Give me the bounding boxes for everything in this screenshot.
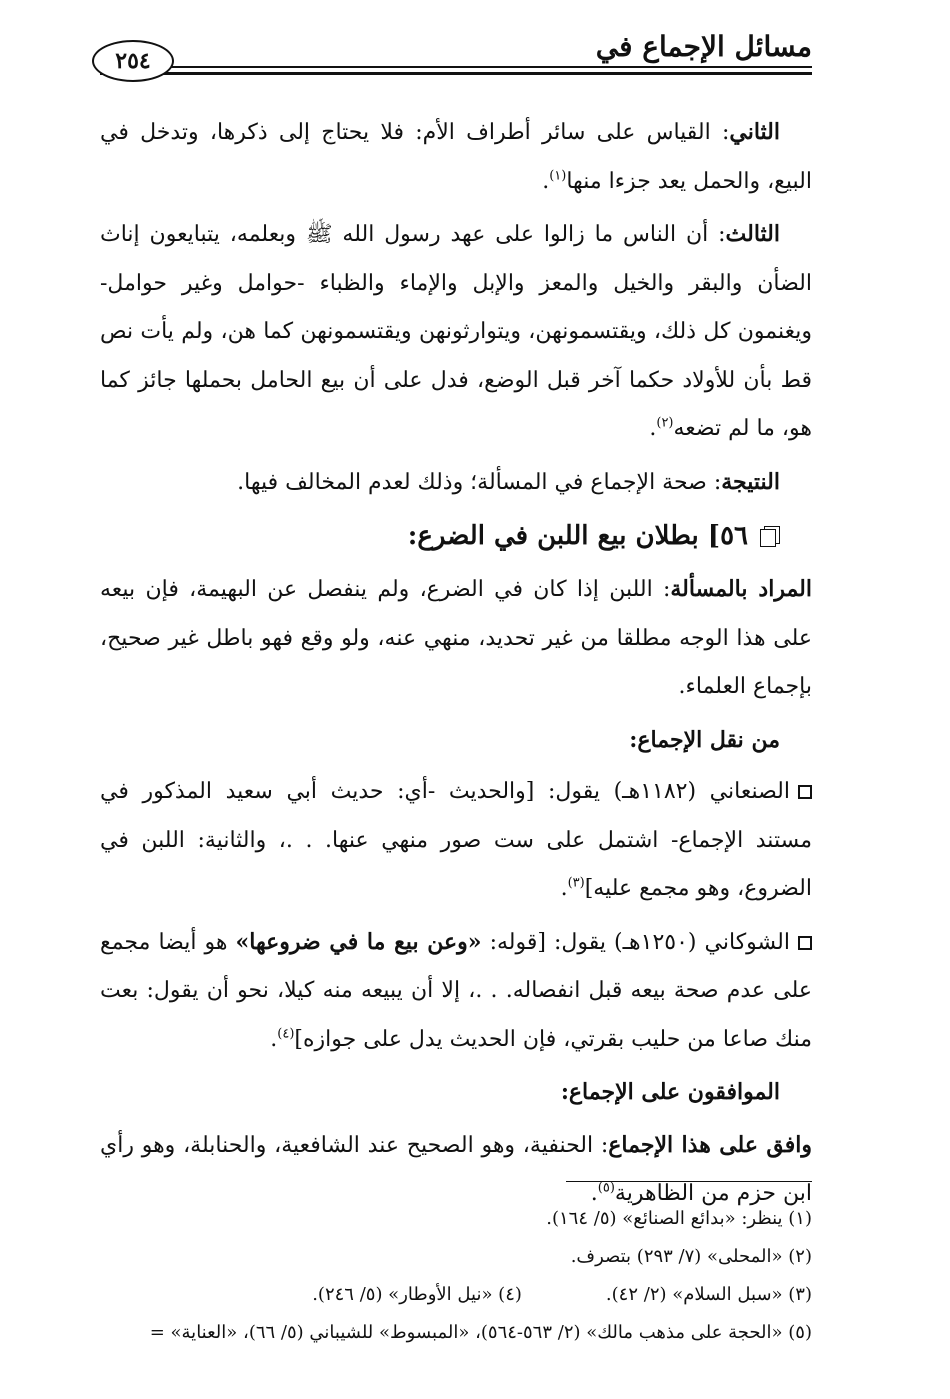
label-agreement: وافق على هذا الإجماع — [608, 1131, 812, 1158]
label-result: النتيجة — [721, 468, 780, 495]
footnote-5: (٥) «الحجة على مذهب مالك» (٢/ ٥٦٣-٥٦٤)، «المبسوط» للشيباني (٥/ ٦٦)، «العناية» = — [149, 1322, 812, 1343]
paragraph-third-end: . — [649, 416, 657, 441]
paragraph-agreement-text: : الحنفية، وهو الصحيح عند الشافعية، والحنابلة، وهو رأي ابن حزم من الظاهرية — [100, 1132, 812, 1206]
section-heading — [100, 511, 812, 561]
section-heading-text: ٥٦] بطلان بيع اللبن في الضرع: — [407, 521, 748, 551]
footnote-separator — [566, 1181, 812, 1182]
quote-shawkani-end: . — [270, 1026, 278, 1052]
quote-sanani-text: الصنعاني (١١٨٢هـ) يقول: [والحديث -أي: حديث أبي سعيد المذكور في مستند الإجماع- اشتمل على ست صور منهي عنها. . .، والثانية: اللبن في الضروع، وهو مجمع عليه] — [100, 779, 812, 901]
running-title: مسائل الإجماع في — [595, 30, 812, 63]
paragraph-third-text: : أن الناس ما زالوا على عهد رسول الله ﷺ وبعلمه، يتبايعون إناث الضأن والبقر والخيل والمعز والإبل والإماء والظباء -حوامل وغير حوامل- ويغنمون كل ذلك، ويقتسمونهن، ويتوارثونهن ويقتسمونهن كما هن، ولم يأت نص قط بأن للأولاد حكما آخر قبل الوضع، فدل على أن بيع الحامل بحملها جائز كما هو، ما لم تضعه — [100, 222, 812, 441]
label-third: الثالث — [725, 221, 780, 247]
documents-icon — [758, 526, 780, 548]
paragraph-second-end: . — [542, 168, 550, 194]
footnote-4: (٤) «نيل الأوطار» (٥/ ٢٤٦). — [312, 1284, 522, 1305]
quote-sanani — [100, 768, 812, 914]
square-bullet-icon — [798, 785, 812, 799]
page-body — [100, 108, 812, 1223]
label-second: الثاني — [729, 119, 780, 145]
footnote-3: (٣) «سبل السلام» (٢/ ٤٢). — [605, 1284, 812, 1305]
quote-shawkani-post: هو أيضا مجمع على عدم صحة بيعه قبل انفصاله. . .، إلا أن يبيعه منه كيلا، نحو أن يقول: بعت منك صاعا من حليب بقرتي، فإن الحديث يدل على جوازه] — [100, 929, 812, 1052]
footnote-1: (١) ينظر: «بدائع الصنائع» (٥/ ١٦٤). — [546, 1208, 812, 1229]
quote-sanani-end: . — [560, 876, 568, 901]
paragraph-agreement-end: . — [590, 1181, 598, 1206]
footnote-2: (٢) «المحلى» (٧/ ٢٩٣) بتصرف. — [570, 1246, 812, 1267]
header-rule-thick — [100, 72, 812, 75]
paragraph-intent-text: : اللبن إذا كان في الضرع، ولم ينفصل عن البهيمة، فإن بيعه على هذا الوجه مطلقا من غير تحديد، منهي عنه، ولو وقع فهو باطل غير صحيح، بإجماع العلماء. — [100, 577, 812, 699]
paragraph-intent — [100, 565, 812, 712]
square-bullet-icon — [798, 936, 812, 950]
footnote-ref-4: (٤) — [277, 1026, 295, 1042]
footnotes — [100, 1200, 812, 1352]
label-intent: المراد بالمسألة — [670, 576, 812, 602]
page-number: ٢٥٤ — [92, 40, 174, 82]
page-header — [100, 22, 812, 92]
footnote-ref-5: (٥) — [597, 1180, 615, 1196]
quote-shawkani-pre: الشوكاني (١٢٥٠هـ) يقول: [قوله: — [481, 929, 790, 955]
footnote-row-3-4 — [100, 1276, 812, 1314]
footnote-ref-3: (٣) — [567, 875, 585, 891]
subheading-agreeing: الموافقون على الإجماع: — [560, 1079, 780, 1105]
quote-shawkani — [100, 918, 812, 1065]
paragraph-second-text: : القياس على سائر أطراف الأم: فلا يحتاج إلى ذكرها، وتدخل في البيع، والحمل يعد جزءا منها — [100, 120, 812, 194]
paragraph-third — [100, 210, 812, 454]
footnote-ref-1: (١) — [549, 168, 567, 184]
quote-shawkani-hadith: «وعن بيع ما في ضروعها» — [235, 928, 482, 955]
paragraph-result — [100, 458, 812, 508]
header-rule-thin — [100, 66, 812, 68]
footnote-ref-2: (٢) — [656, 415, 674, 431]
paragraph-second — [100, 108, 812, 206]
paragraph-result-text: : صحة الإجماع في المسألة؛ وذلك لعدم المخالف فيها. — [237, 469, 722, 495]
subheading-transmitters: من نقل الإجماع: — [629, 726, 780, 753]
